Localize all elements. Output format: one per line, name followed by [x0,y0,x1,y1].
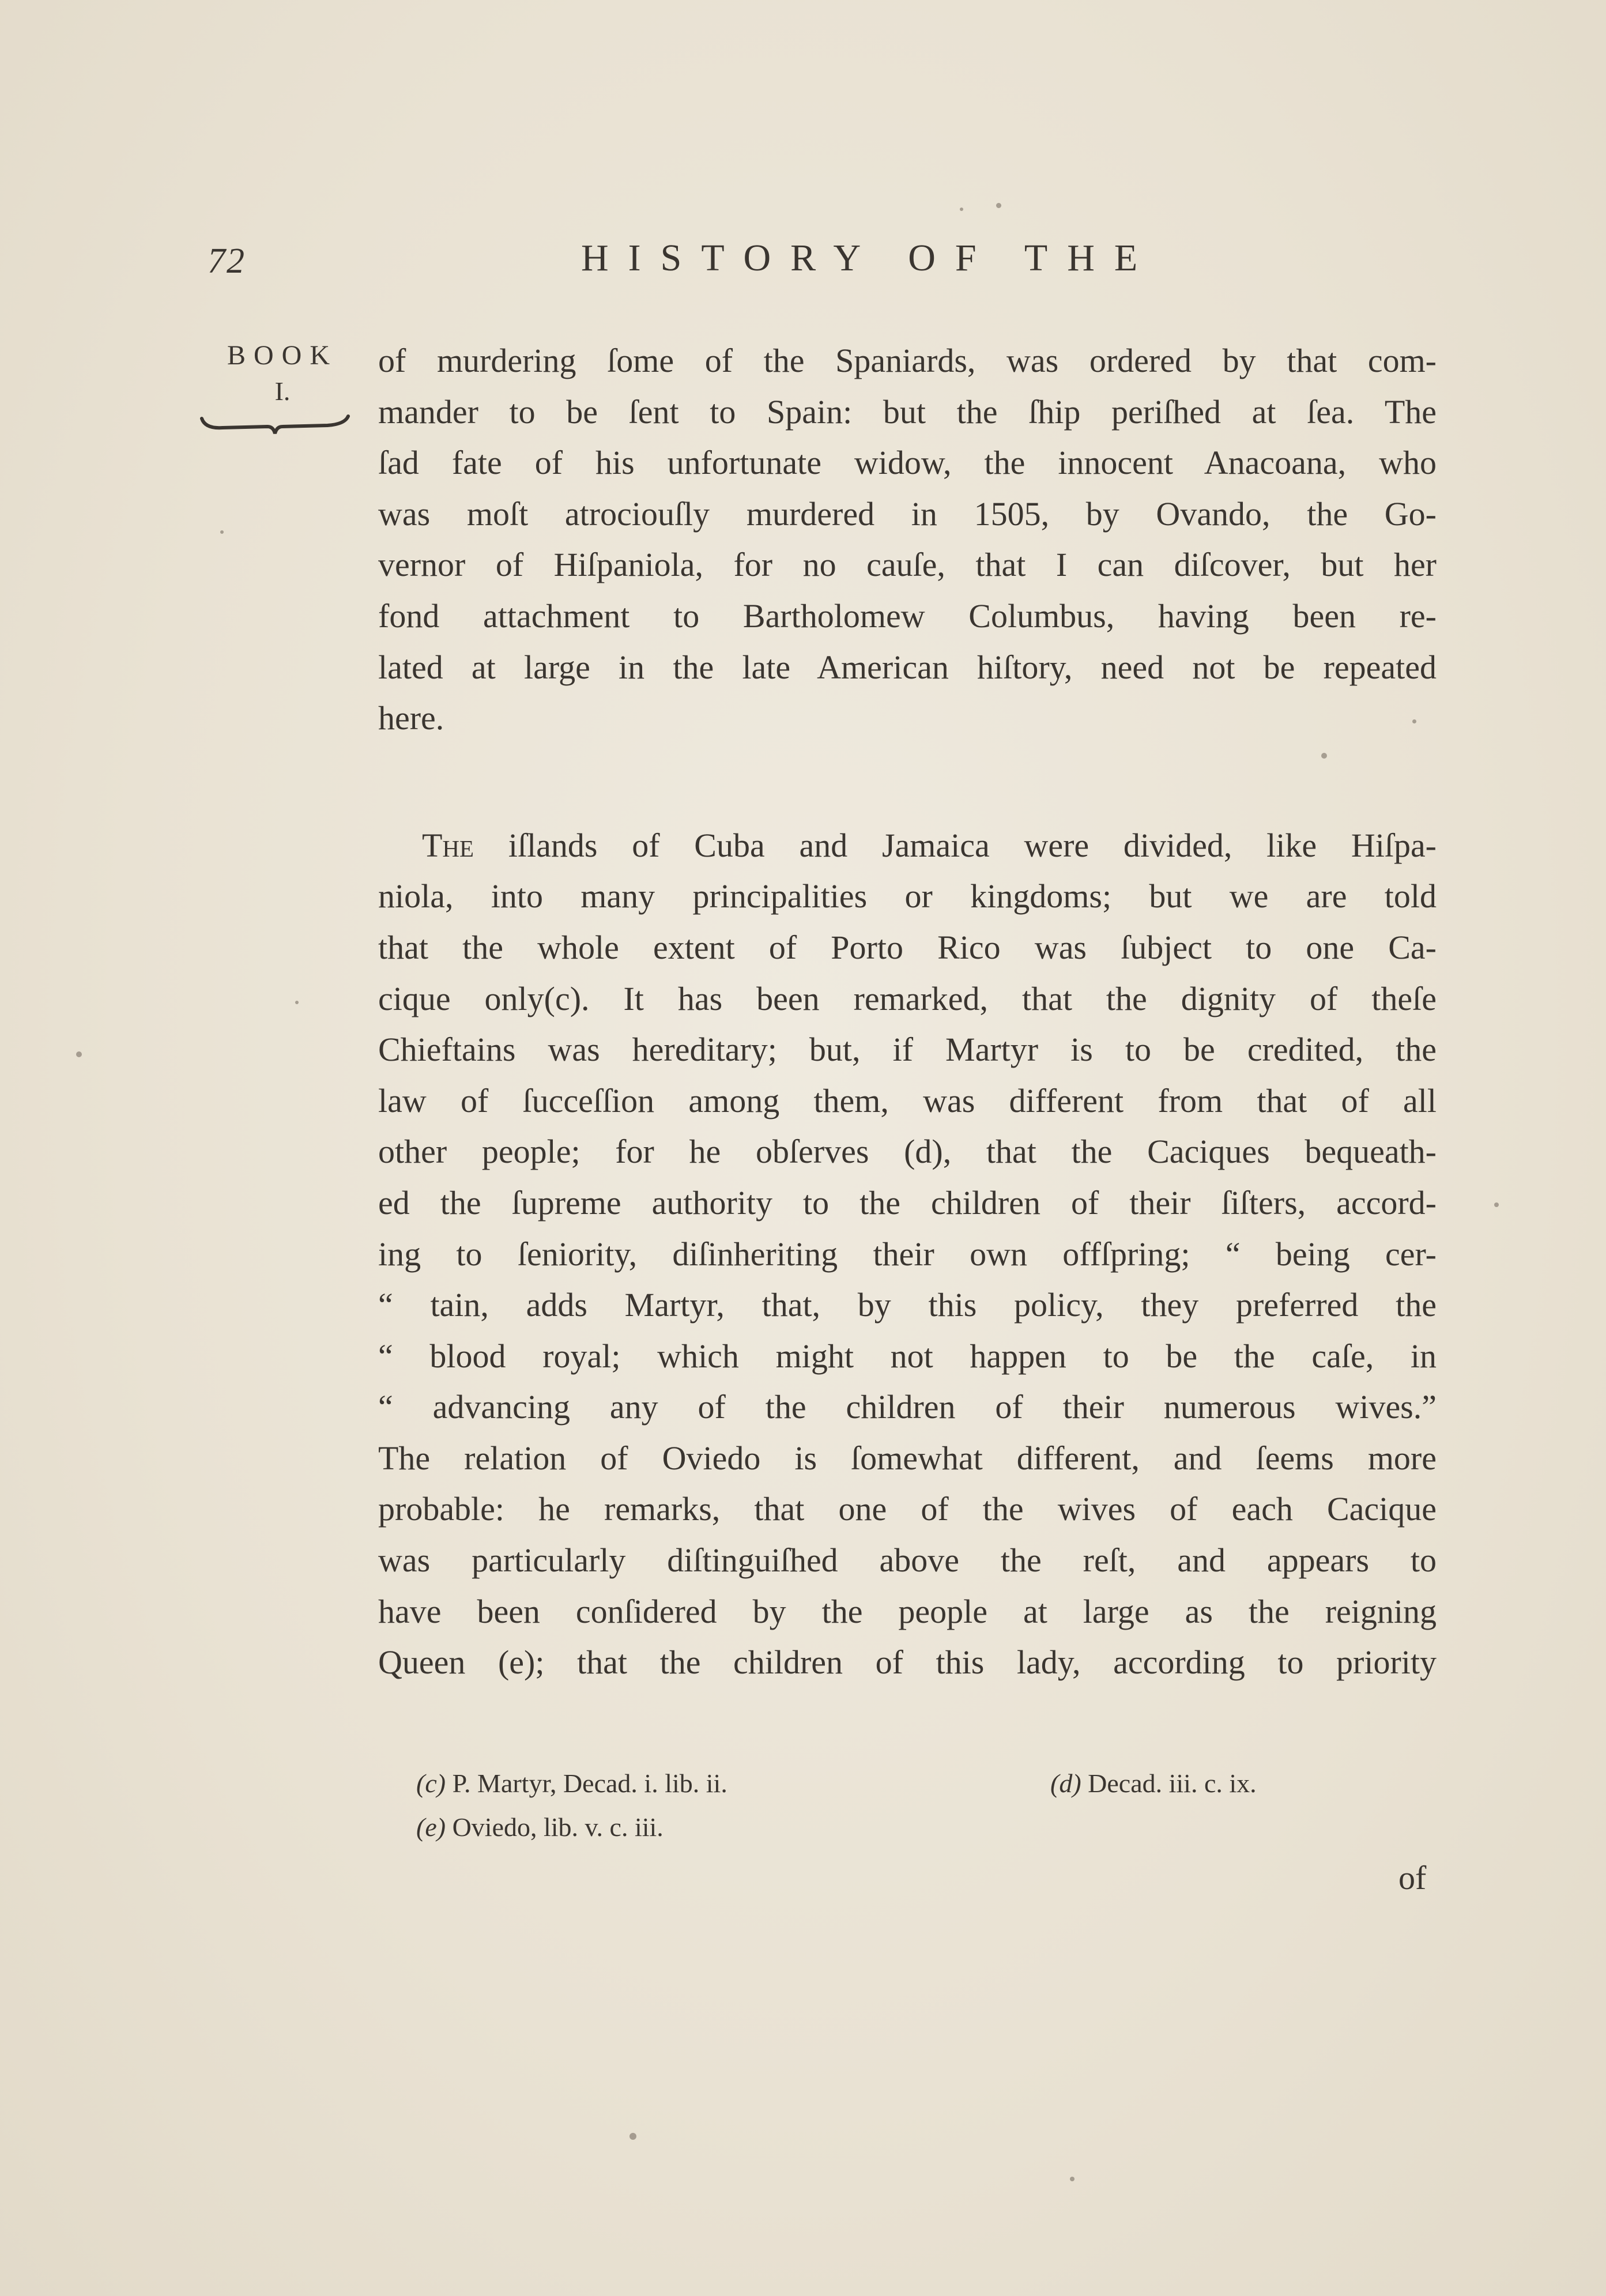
footnote-text: Decad. iii. c. ix. [1088,1769,1257,1798]
text-line: ſad fate of his unfortunate widow, the innocent Anacoana, who [378,444,1437,482]
text-line [378,820,1437,872]
footnote-text: Oviedo, lib. v. c. iii. [452,1812,663,1842]
text-line: ing to ſeniority, diſinheriting their own offſpring; “ being cer- [378,1235,1437,1273]
page-number: 72 [208,242,246,281]
text-line-rest: iſlands of Cuba and Jamaica were divided, like Hiſpa- [474,826,1437,864]
text-line: niola, into many principalities or kingdoms; but we are told [378,877,1437,915]
text-line: law of ſucceſſion among them, was different from that of all [378,1081,1437,1119]
text-line: vernor of Hiſpaniola, for no cauſe, that I can diſcover, but her [378,546,1437,584]
text-line: of murdering ſome of the Spaniards, was ordered by that com- [378,342,1437,379]
margin-brace-icon [199,414,350,437]
book-label: BOOK [227,340,338,371]
paper-speck [220,530,224,534]
paper-speck [960,208,963,211]
paper-speck [996,203,1001,208]
text-line: The relation of Oviedo is ſomewhat different, and ſeems more [378,1439,1437,1477]
text-line: “ tain, adds Martyr, that, by this policy, they preferred the [378,1286,1437,1324]
paragraph-lead-word: The [422,826,474,864]
text-line: have been conſidered by the people at large as the reigning [378,1592,1437,1630]
text-line: probable: he remarks, that one of the wives of each Cacique [378,1490,1437,1528]
text-line: cique only(c). It has been remarked, that the dignity of theſe [378,979,1437,1017]
catchword: of [1398,1859,1427,1897]
footnote-e [416,1805,663,1849]
footnotes [416,1762,1396,1849]
text-line: ed the ſupreme authority to the children of their ſiſters, accord- [378,1183,1437,1221]
text-line: Chieftains was hereditary; but, if Martyr is to be credited, the [378,1031,1437,1069]
paragraph-gap [378,744,1437,820]
text-line: mander to be ſent to Spain: but the ſhip periſhed at ſea. The [378,393,1437,431]
footnote-mark: (d) [1050,1769,1081,1798]
text-line: “ advancing any of the children of their numerous wives.” [378,1388,1437,1426]
paper-speck [295,1001,299,1004]
paper-speck [1494,1202,1499,1207]
paper-speck [1070,2177,1075,2181]
footnote-text: P. Martyr, Decad. i. lib. ii. [452,1769,727,1798]
paper-speck [629,2133,636,2140]
text-line: that the whole extent of Porto Rico was ſubject to one Ca- [378,928,1437,966]
footnote-d [1050,1762,1257,1805]
paper-speck [76,1051,82,1057]
text-line: Queen (e); that the children of this lady, according to priority [378,1643,1437,1682]
text-line: here. [378,699,444,737]
text-line: fond attachment to Bartholomew Columbus, having been re- [378,597,1437,635]
running-head: HISTORY OF THE [581,237,1158,279]
text-line: was particularly diſtinguiſhed above the reſt, and appears to [378,1541,1437,1579]
book-number: I. [274,376,291,406]
footnote-row [416,1762,1396,1805]
text-line: “ blood royal; which might not happen to be the caſe, in [378,1337,1437,1375]
body-text [378,335,1437,1688]
text-line: lated at large in the late American hiſtory, need not be repeated [378,648,1437,686]
text-line: other people; for he obſerves (d), that the Caciques bequeath- [378,1133,1437,1171]
footnote-row [416,1805,1396,1849]
footnote-mark: (c) [416,1769,446,1798]
text-line: was moſt atrociouſly murdered in 1505, by Ovando, the Go- [378,495,1437,533]
footnote-c [416,1762,727,1805]
margin-book-label [210,338,355,409]
footnote-mark: (e) [416,1812,446,1842]
